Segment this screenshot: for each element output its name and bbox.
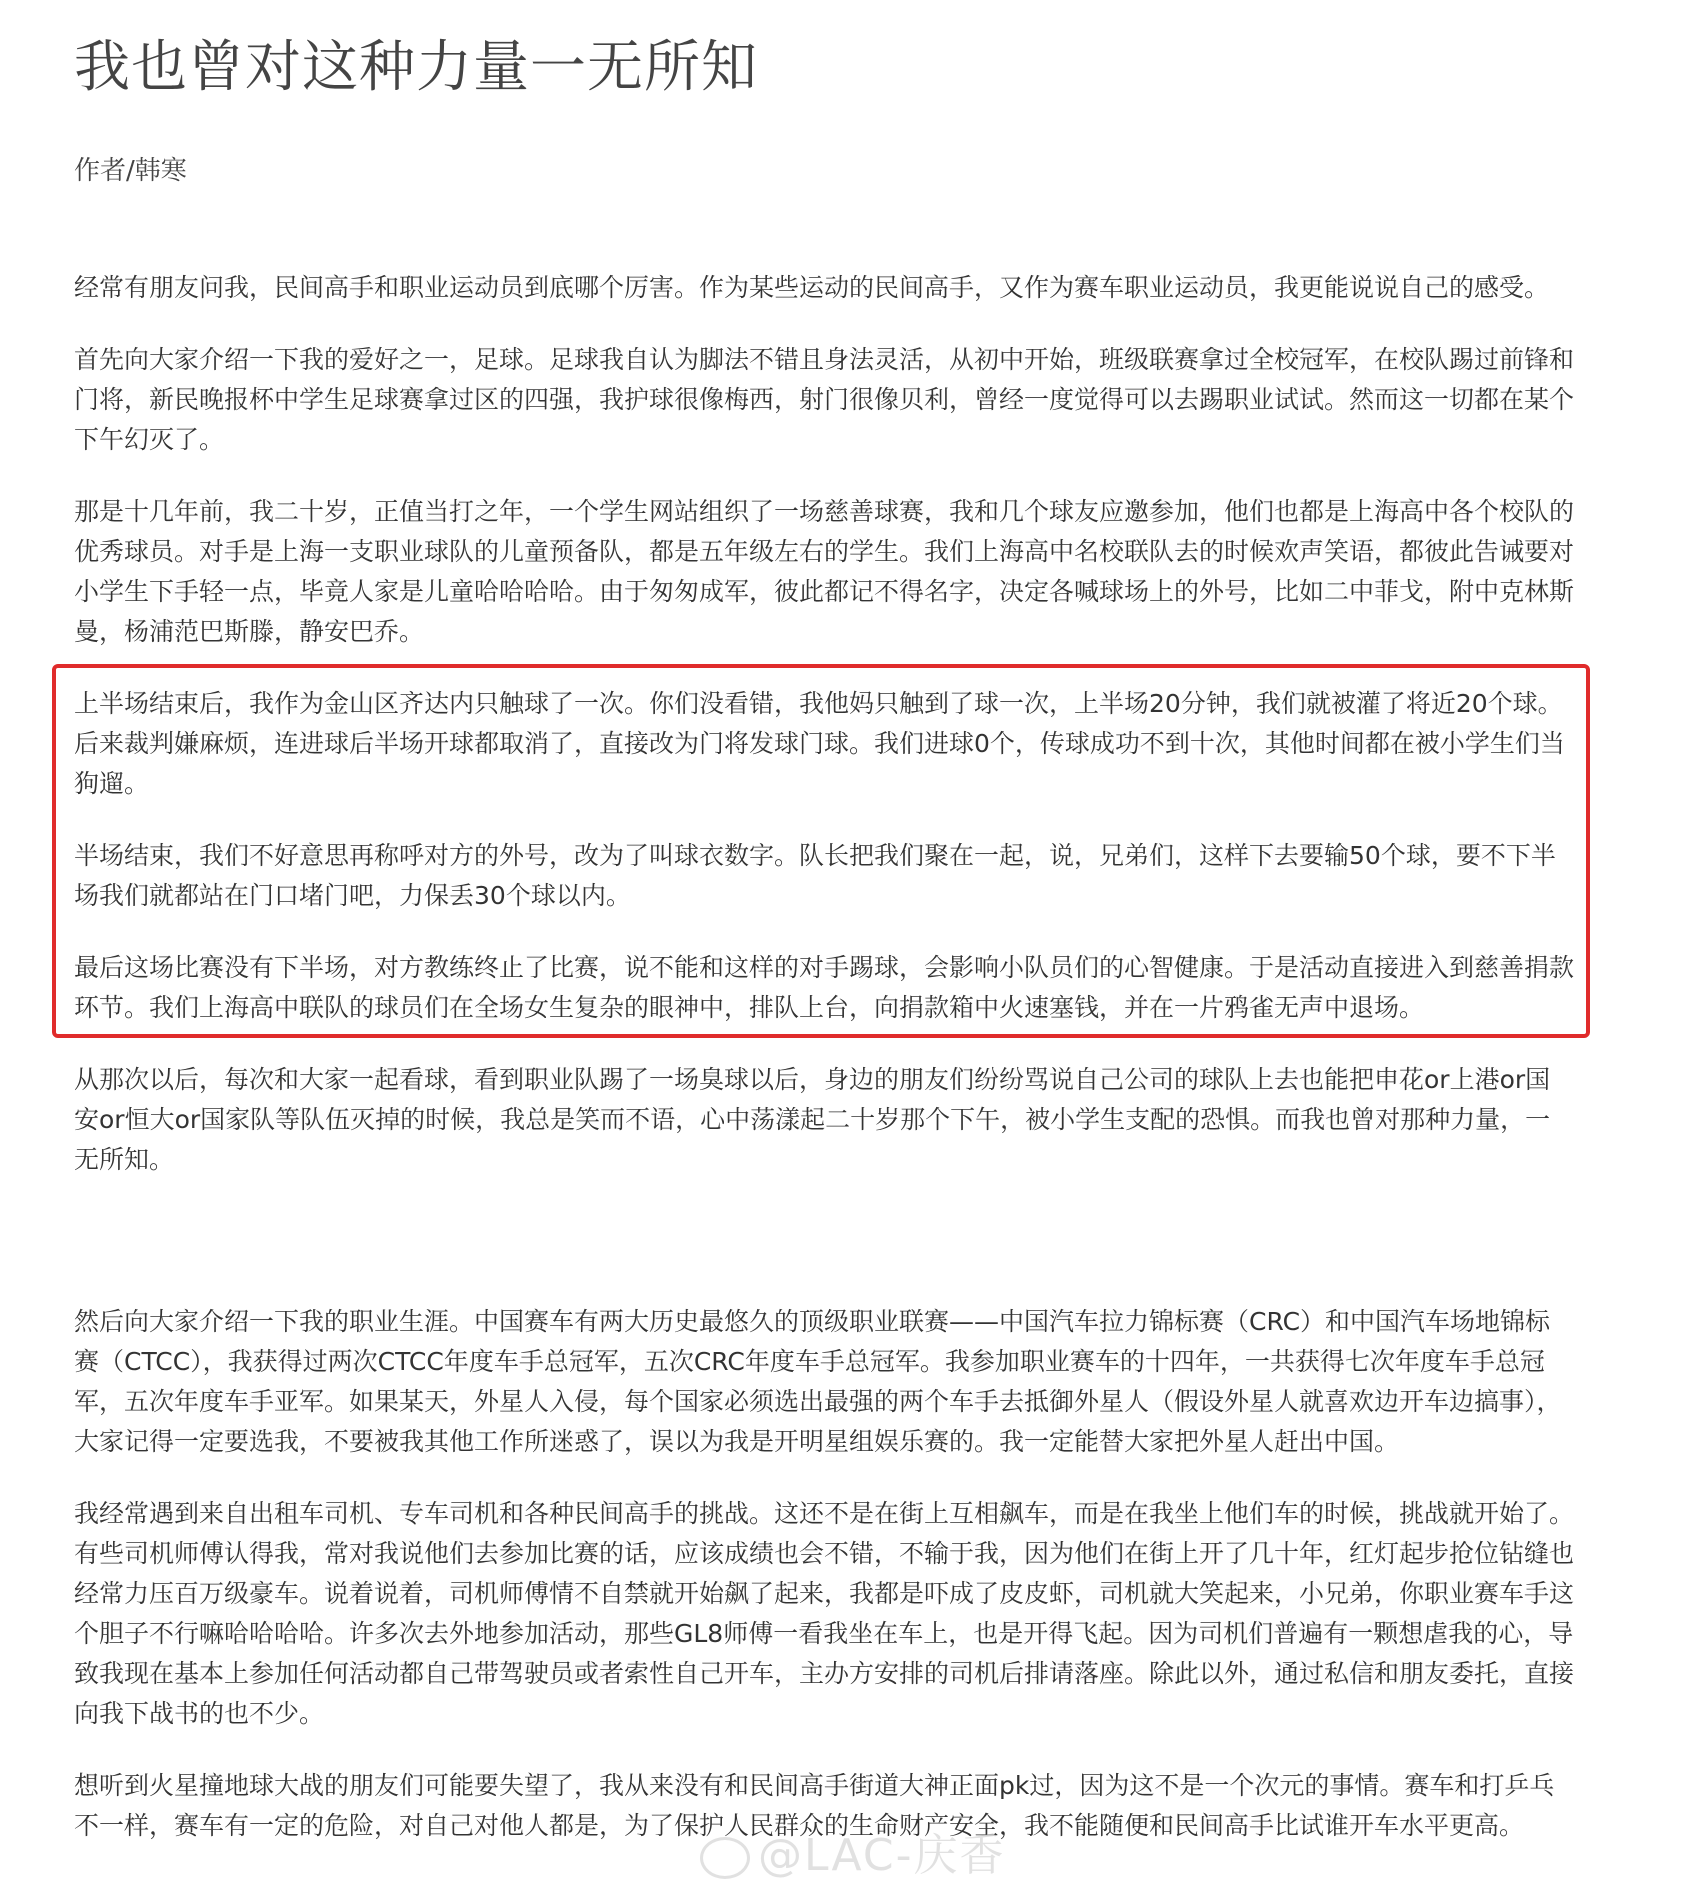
spacer (74, 1180, 1574, 1302)
article-author: 作者/韩寒 (74, 156, 187, 186)
paragraph-2: 首先向大家介绍一下我的爱好之一，足球。足球我自认为脚法不错且身法灵活，从初中开始，班级联赛拿过全校冠军，在校队踢过前锋和门将，新民晚报杯中学生足球赛拿过区的四强，我护球很像梅西，射门很像贝利，曾经一度觉得可以去踢职业试试。然而这一切都在某个下午幻灭了。 (74, 345, 1575, 454)
watermark-text: @LAC-庆香 (758, 1830, 1006, 1881)
weibo-watermark (700, 1832, 1005, 1880)
spacer (74, 308, 1574, 340)
spacer (74, 804, 1574, 836)
paragraph-8: 然后向大家介绍一下我的职业生涯。中国赛车有两大历史最悠久的顶级职业联赛——中国汽车拉力锦标赛（CRC）和中国汽车场地锦标赛（CTCC），我获得过两次CTCC年度车手总冠军，五次CRC年度车手总冠军。我参加职业赛车的十四年，一共获得七次年度车手总冠军，五次年度车手亚军。如果某天，外星人入侵，每个国家必须选出最强的两个车手去抵御外星人（假设外星人就喜欢边开车边搞事），大家记得一定要选我，不要被我其他工作所迷惑了，误以为我是开明星组娱乐赛的。我一定能替大家把外星人赶出中国。 (74, 1307, 1562, 1456)
article-title: 我也曾对这种力量一无所知 (74, 35, 758, 100)
paragraph-10: 想听到火星撞地球大战的朋友们可能要失望了，我从来没有和民间高手街道大神正面pk过，因为这不是一个次元的事情。赛车和打乒乓不一样，赛车有一定的危险，对自己对他人都是，为了保护人民群众的生命财产安全，我不能随便和民间高手比试谁开车水平更高。 (74, 1771, 1555, 1840)
paragraph-1: 经常有朋友问我，民间高手和职业运动员到底哪个厉害。作为某些运动的民间高手，又作为赛车职业运动员，我更能说说自己的感受。 (74, 273, 1550, 302)
spacer (74, 652, 1574, 684)
spacer (74, 916, 1574, 948)
spacer (74, 460, 1574, 492)
spacer (74, 188, 1574, 268)
paragraph-3: 那是十几年前，我二十岁，正值当打之年，一个学生网站组织了一场慈善球赛，我和几个球友应邀参加，他们也都是上海高中各个校队的优秀球员。对手是上海一支职业球队的儿童预备队，都是五年级左右的学生。我们上海高中名校联队去的时候欢声笑语，都彼此告诫要对小学生下手轻一点，毕竟人家是儿童哈哈哈哈。由于匆匆成军，彼此都记不得名字，决定各喊球场上的外号，比如二中菲戈，附中克林斯曼，杨浦范巴斯滕，静安巴乔。 (74, 497, 1575, 646)
paragraph-9: 我经常遇到来自出租车司机、专车司机和各种民间高手的挑战。这还不是在街上互相飙车，而是在我坐上他们车的时候，挑战就开始了。有些司机师傅认得我，常对我说他们去参加比赛的话，应该成绩也会不错，不输于我，因为他们在街上开了几十年，红灯起步抢位钻缝也经常力压百万级豪车。说着说着，司机师傅情不自禁就开始飙了起来，我都是吓成了皮皮虾，司机就大笑起来，小兄弟，你职业赛车手这个胆子不行嘛哈哈哈哈。许多次去外地参加活动，那些GL8师傅一看我坐在车上，也是开得飞起。因为司机们普遍有一颗想虐我的心，导致我现在基本上参加任何活动都自己带驾驶员或者索性自己开车，主办方安排的司机后排请落座。除此以外，通过私信和朋友委托，直接向我下战书的也不少。 (74, 1499, 1575, 1728)
weibo-logo-icon (700, 1837, 750, 1879)
article (74, 0, 1574, 1846)
spacer (74, 1734, 1574, 1766)
paragraph-4-highlighted: 上半场结束后，我作为金山区齐达内只触球了一次。你们没看错，我他妈只触到了球一次，上半场20分钟，我们就被灌了将近20个球。后来裁判嫌麻烦，连进球后半场开球都取消了，直接改为门将发球门球。我们进球0个，传球成功不到十次，其他时间都在被小学生们当狗遛。 (74, 689, 1565, 798)
paragraph-6-highlighted: 最后这场比赛没有下半场，对方教练终止了比赛，说不能和这样的对手踢球，会影响小队员们的心智健康。于是活动直接进入到慈善捐款环节。我们上海高中联队的球员们在全场女生复杂的眼神中，排队上台，向捐款箱中火速塞钱，并在一片鸦雀无声中退场。 (74, 953, 1575, 1022)
spacer (74, 1462, 1574, 1494)
paragraph-7: 从那次以后，每次和大家一起看球，看到职业队踢了一场臭球以后，身边的朋友们纷纷骂说自己公司的球队上去也能把申花or上港or国安or恒大or国家队等队伍灭掉的时候，我总是笑而不语，心中荡漾起二十岁那个下午，被小学生支配的恐惧。而我也曾对那种力量，一无所知。 (74, 1065, 1551, 1174)
paragraph-5-highlighted: 半场结束，我们不好意思再称呼对方的外号，改为了叫球衣数字。队长把我们聚在一起，说，兄弟们，这样下去要输50个球，要不下半场我们就都站在门口堵门吧，力保丢30个球以内。 (74, 841, 1556, 910)
spacer (74, 1028, 1574, 1060)
